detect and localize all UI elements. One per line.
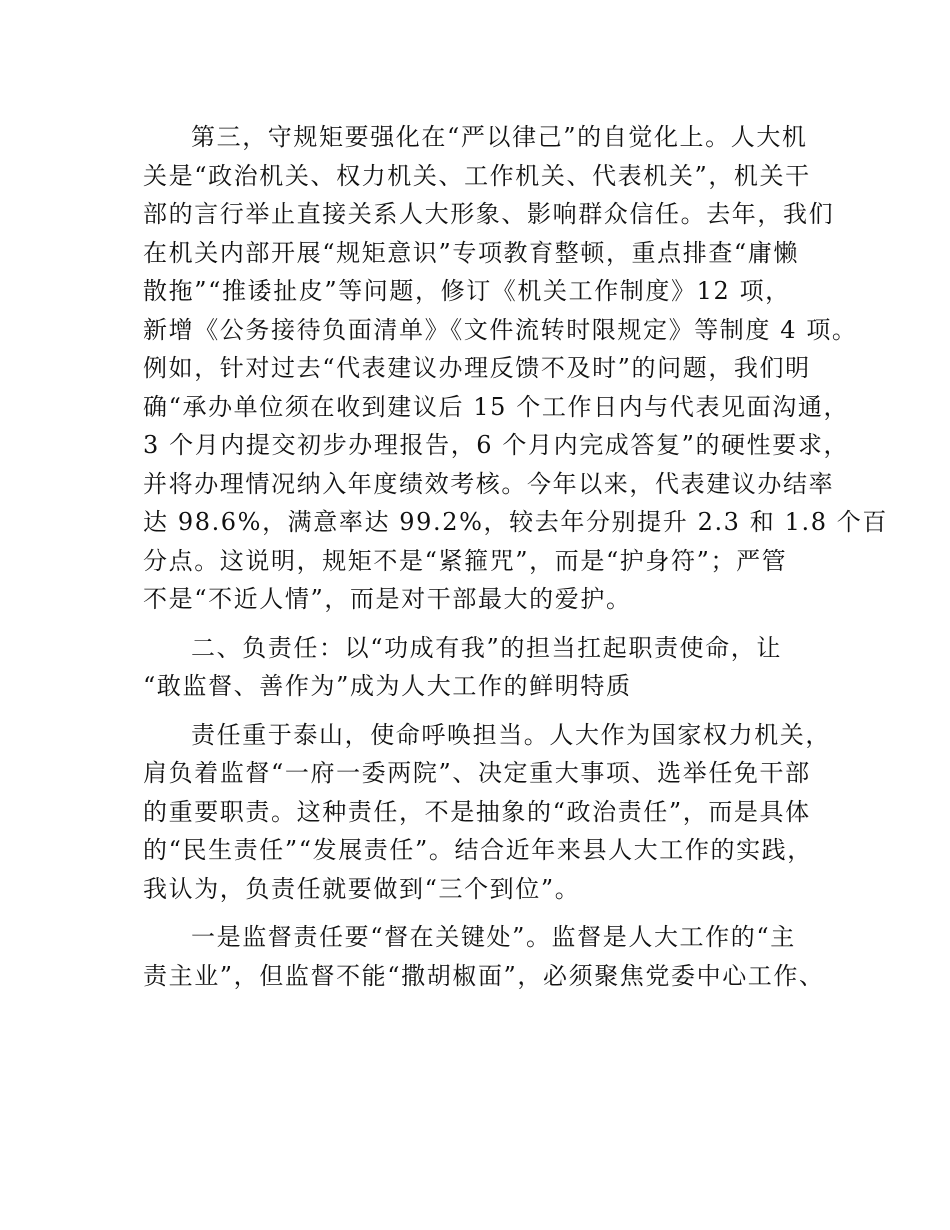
text-line: 达 98.6%，满意率达 99.2%，较去年分别提升 2.3 和 1.8 个百 bbox=[143, 508, 888, 536]
paragraph-gap bbox=[143, 706, 808, 716]
text-line: 部的言行举止直接关系人大形象、影响群众信任。去年，我们 bbox=[143, 200, 835, 228]
paragraph-supervision bbox=[143, 918, 825, 995]
text-line: 关是“政治机关、权力机关、工作机关、代表机关”，机关干 bbox=[143, 161, 811, 190]
text-line: 3 个月内提交初步办理报告，6 个月内完成答复”的硬性要求， bbox=[143, 431, 850, 459]
document-body bbox=[143, 118, 888, 995]
text-line: 例如，针对过去“代表建议办理反馈不及时”的问题，我们明 bbox=[143, 354, 811, 382]
text-line: 一是监督责任要“督在关键处”。监督是人大工作的“主 bbox=[191, 923, 796, 951]
text-line: 我认为，负责任就要做到“三个到位”。 bbox=[143, 874, 581, 903]
text-line: 责任重于泰山，使命呼唤担当。人大作为国家权力机关， bbox=[191, 720, 831, 749]
paragraph-gap bbox=[143, 619, 808, 629]
paragraph-gap bbox=[143, 908, 808, 918]
text-line: 散拖”“推诿扯皮”等问题，修订《机关工作制度》12 项， bbox=[143, 277, 791, 305]
text-line: 分点。这说明，规矩不是“紧箍咒”，而是“护身符”；严管 bbox=[143, 546, 788, 575]
paragraph-rule-discipline bbox=[143, 118, 888, 619]
paragraph-responsibility bbox=[143, 716, 831, 909]
text-line: 新增《公务接待负面清单》《文件流转时限规定》等制度 4 项。 bbox=[143, 315, 858, 344]
text-line: 肩负着监督“一府一委两院”、决定重大事项、选举任免干部 bbox=[143, 759, 811, 787]
section-heading bbox=[143, 629, 808, 706]
text-line: 第三，守规矩要强化在“严以律己”的自觉化上。人大机 bbox=[191, 123, 808, 151]
text-line: 的重要职责。这种责任，不是抽象的“政治责任”，而是具体 bbox=[143, 797, 811, 826]
text-line: 在机关内部开展“规矩意识”专项教育整顿，重点排查“庸懒 bbox=[143, 238, 800, 267]
text-line: 确“承办单位须在收到建议后 15 个工作日内与代表见面沟通， bbox=[143, 392, 850, 421]
text-line: 责主业”，但监督不能“撒胡椒面”，必须聚焦党委中心工作、 bbox=[143, 961, 825, 990]
text-line: 并将办理情况纳入年度绩效考核。今年以来，代表建议办结率 bbox=[143, 469, 835, 498]
heading-line: 二、负责任：以“功成有我”的担当扛起职责使命，让 bbox=[191, 633, 782, 662]
heading-line: “敢监督、善作为”成为人大工作的鲜明特质 bbox=[143, 672, 632, 700]
text-line: 不是“不近人情”，而是对干部最大的爱护。 bbox=[143, 585, 632, 613]
text-line: 的“民生责任”“发展责任”。结合近年来县人大工作的实践， bbox=[143, 836, 813, 864]
